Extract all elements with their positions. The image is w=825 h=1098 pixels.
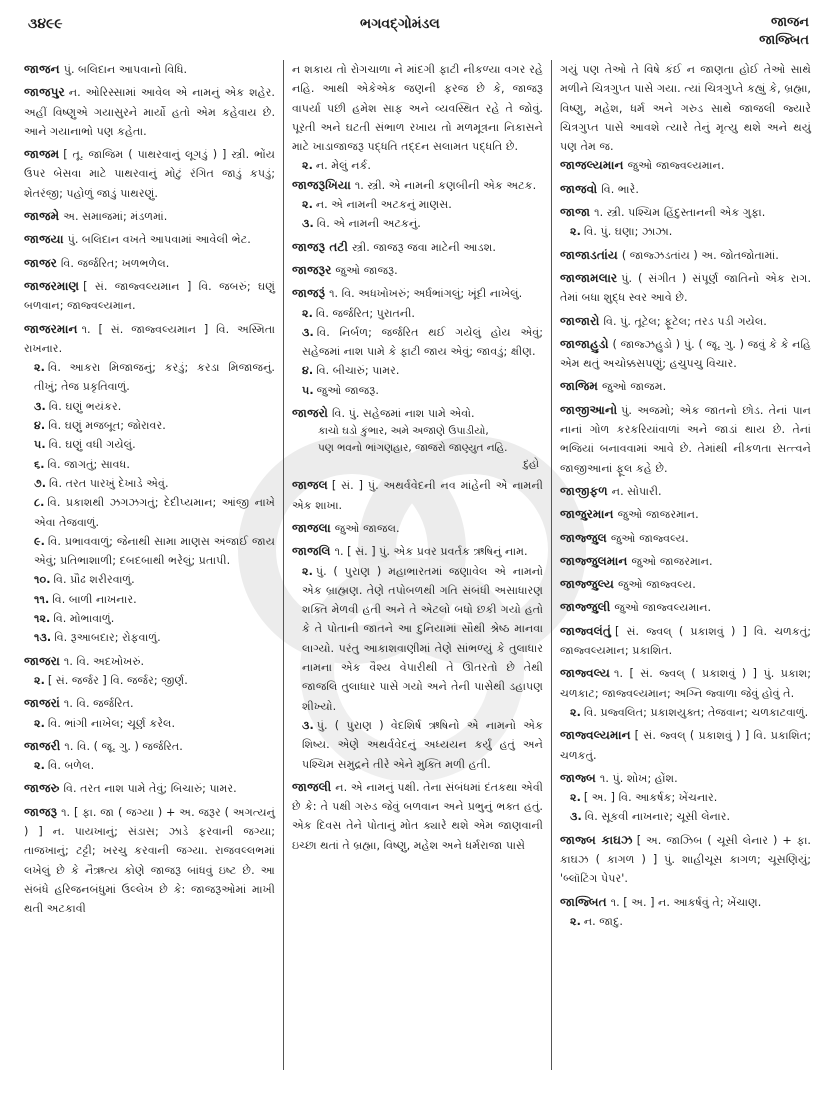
sense-number: ૭. <box>34 476 47 490</box>
sense-number: ૨. <box>34 361 45 375</box>
sense-text: વિ. પ્રૌઢ શરીરવાળું. <box>53 573 135 587</box>
sense-number: ૨. <box>570 225 581 239</box>
sense-text: વિ. ઘણું ભયંકર. <box>48 399 122 413</box>
dictionary-entry <box>560 893 811 932</box>
sense-text: વિ. બાળી નાખનાર. <box>52 592 137 606</box>
sense-text: વિ. પ્રભાવવાળું; જેનાથી સામા માણસ અંજાઈ જાય એવું; પ્રતિભાશાળી; દબદબાથી ભરેલું; પ્રતાપી. <box>34 534 275 568</box>
definition-text: ૧. [ ફા. જા ( જગ્યા ) + અ. જરૂર ( અગત્યનું ) ] ન. પાયખાનું; સંડાસ; ઝાડે ફરવાની જગ્યા; તાજખાનું; ટટ્ટી; ખરચુ કરવાની જગ્યા. રાજવલ્લભમાં લખેલું છે કે નૈઋત્ય કોણે જાજરૂ બાંધવું ઇષ્ટ છે. આ સંબંધે હરિજનબંધુમાં ઉલ્લેખ છે કે: જાજરૂઓમાં માખી થતી અટકાવી <box>24 805 275 916</box>
continued-text: ન શકાય તો રોગચાળા ને માંદગી ફાટી નીકળ્યા વગર રહે નહિ. આથી એકેએક જણની ફરજ છે કે, જાજરૂ વાપર્યા પછી હમેશ સાફ અને વ્યવસ્થિત રહે તે જોવું. પૂરતી અને ઘટતી સંભાળ રખાય તો મળમૂત્રના નિકાસને માટે ખાડાજાજરૂ પદ્ધતિ તદ્દન સલામત પદ્ધતિ છે. <box>292 63 543 154</box>
definition-text: પું. બલિદાન વખતે આપવામાં આવેલી ભેટ. <box>67 233 251 247</box>
definition-text: ન. એ નામનું પક્ષી. તેના સંબંધમાં દંતકથા એવી છે કે: તે પક્ષી ગરુડ જેવું બળવાન અને પ્રભુનું ભક્ત હતું. એક દિવસ તેને પોતાનું મોત ક્યારે થશે એમ જાણવાની ઇચ્છા થતાં તે બ્રહ્મા, વિષ્ણુ, મહેશ અને ધર્મરાજા પાસે <box>292 780 543 852</box>
sense-item <box>24 435 275 454</box>
sense-number: ૨. <box>570 914 581 928</box>
headword: જાજારો <box>560 313 600 328</box>
entry-definition <box>560 335 811 374</box>
entry-definition <box>560 312 811 331</box>
definition-text: [ સં. જ્વલ્ ( પ્રકાશવું ) ] વિ. ચળકતું; જાજ્વલ્યમાન; પ્રકાશિત. <box>560 624 811 658</box>
sense-text: વિ. સૂકવી નાખનાર; ચૂસી લેનાર. <box>584 810 731 824</box>
sense-item <box>24 416 275 435</box>
sense-text: ન. મેલું નર્ક. <box>315 159 371 173</box>
sense-item <box>292 562 543 716</box>
definition-text: ૧. [ અ. ] ન. આકર્ષવું તે; ખેંચાણ. <box>610 895 762 909</box>
entry-definition <box>560 726 811 765</box>
sense-text: વિ. તરત પારખું દેખાડે એવું. <box>49 476 169 490</box>
sense-item <box>24 455 275 474</box>
column-3 <box>551 60 819 1070</box>
page-header <box>0 10 825 50</box>
headword: જાજલિ <box>292 544 331 559</box>
dictionary-entry <box>24 737 275 776</box>
definition-text: [ સં. ] પું. અથર્વવેદની નવ માંહેની એ નામની એક શાખા. <box>292 479 543 512</box>
headword: જાજરૂ <box>24 804 58 819</box>
dictionary-entry <box>560 377 811 396</box>
headword: જાજરુ <box>24 781 60 796</box>
entry-definition <box>292 176 543 195</box>
entry-definition <box>292 476 543 515</box>
sense-item <box>24 358 275 397</box>
entry-definition <box>560 893 811 912</box>
definition-text: જુઓ જાજ્વલ્યમાન. <box>614 601 712 615</box>
dictionary-entry <box>292 404 543 472</box>
definition-text: અ. સમાજમાં; મંડળમાં. <box>63 210 168 224</box>
entry-definition <box>24 254 275 273</box>
sense-item <box>24 474 275 493</box>
quotation-source: દુહો <box>523 458 539 471</box>
headword: જાજરમાન <box>24 321 78 336</box>
definition-text: ૧. પું. શોખ; હોંશ. <box>599 771 678 785</box>
entry-definition <box>292 778 543 855</box>
sense-item <box>292 716 543 774</box>
definition-text: [ સં. જાજ્વલ્યમાન ] વિ. જબરું; ઘણું બળવાન; જાજ્વલ્યમાન. <box>24 279 275 313</box>
headword: જાજલા <box>292 520 331 535</box>
definition-text: વિ. જર્જરિત; ખળભળેલ. <box>60 256 170 270</box>
headword: જાજાહુડો <box>560 336 609 351</box>
headword: જાજ્વલંતું <box>560 623 611 638</box>
headword: જાજરા <box>24 653 60 668</box>
headword: જાજરૂખિયા <box>292 177 351 192</box>
quotation-line: કાચો ઘડો કુંભાર, અમે અજાણે ઉપાડીયો, <box>318 425 489 438</box>
sense-text: વિ. પું. ઘણા; ઝાઝા. <box>583 225 673 239</box>
entry-definition <box>24 737 275 756</box>
definition-text: જુઓ જાજરમાન. <box>631 554 713 568</box>
guide-word-last: જાજ્બિત <box>759 33 809 48</box>
sense-text: પું. ( પુરાણ ) મહાભારતમાં જણાવેલ એ નામનો એક બ્રાહ્મણ. તેણે તપોબળથી ગતિ સંબંધી અસાધારણ શક્તિ મેળવી હતી અને તે એટલો બધો છકી ગયો હતો કે તે પોતાની જાતને આ દુનિયામાં સૌથી શ્રેષ્ઠ માનવા લાગ્યો. પરંતુ આકાશવાણીમાં તેણે સાંભળ્યું કે તુલાધાર નામના એક વૈશ્ય વેપારીથી તે ઊતરતો છે તેથી જાજલિ તુલાધાર પાસે ગયો અને તેની પાસેથી ડહાપણ શીખ્યો. <box>302 564 543 713</box>
sense-number: ૬. <box>34 457 45 471</box>
headword: જાજિમ <box>560 379 598 394</box>
headword: જાજુરમાન <box>560 507 614 522</box>
dictionary-entry <box>292 542 543 774</box>
sense-item <box>292 381 543 400</box>
dictionary-entry <box>560 401 811 478</box>
headword: જાજ્બ કાઘઝ <box>560 832 633 847</box>
dictionary-entry <box>560 552 811 571</box>
dictionary-entry <box>560 246 811 265</box>
entry-definition <box>560 598 811 617</box>
dictionary-columns <box>24 60 819 1070</box>
sense-text: ન. જાદુ. <box>583 914 623 928</box>
sense-number: ૩. <box>302 325 314 339</box>
entry-definition <box>560 269 811 308</box>
sense-item <box>24 590 275 609</box>
sense-text: વિ. ભાંગી નાખેલ; ચૂર્ણ કરેલ. <box>47 716 176 730</box>
dictionary-entry <box>560 335 811 374</box>
dictionary-entry <box>560 622 811 661</box>
sense-number: ૮. <box>34 496 45 510</box>
headword: જાજમ <box>24 147 60 162</box>
sense-number: ૩. <box>302 217 314 231</box>
sense-item <box>24 714 275 733</box>
sense-text: વિ. પ્રજ્વલિત; પ્રકાશયુક્ત; તેજવાન; ચળકાટવાળું. <box>583 705 809 719</box>
sense-item <box>560 912 811 931</box>
definition-text: [ અ. જાઝિબ ( ચૂસી લેનાર ) + ફા. કાઘઝ ( કાગળ ) ] પું. શાહીચૂસ કાગળ; ચૂસણિયું; 'બ્લૉટિંગ પેપર'. <box>560 833 811 886</box>
entry-definition <box>560 505 811 524</box>
sense-item <box>24 756 275 775</box>
sense-item <box>292 304 543 323</box>
sense-number: ૨. <box>34 716 45 730</box>
entry-definition <box>24 207 275 226</box>
headword: જાજ્વલ્યમાન <box>560 728 631 743</box>
dictionary-entry <box>560 156 811 175</box>
sense-number: ૧૧. <box>34 592 50 606</box>
dictionary-entry <box>560 482 811 501</box>
dictionary-entry <box>292 238 543 257</box>
sense-number: ૨. <box>302 564 313 578</box>
sense-text: [ સં. જર્જર ] વિ. જર્જર; જીર્ણ. <box>47 673 188 687</box>
headword: જાજલી <box>292 779 332 794</box>
dictionary-entry <box>560 203 811 242</box>
definition-text: ( જાજ્ઝડતાંય ) અ. જોતજોતામાં. <box>621 248 779 262</box>
definition-text: વિ. પું. સહેજમાં નાશ પામે એવો. <box>331 407 475 421</box>
entry-definition <box>560 156 811 175</box>
column-1 <box>24 60 283 1070</box>
dictionary-entry <box>24 207 275 226</box>
sense-text: વિ. મોભાવાળું. <box>53 612 115 626</box>
headword: જાજ્જુલમાન <box>560 553 628 568</box>
dictionary-entry <box>292 284 543 400</box>
definition-text: ૧. વિ. અધખોખરું; અર્ધભાંગલું; ખૂંદી નાખેલું. <box>329 287 523 301</box>
dictionary-entry <box>560 529 811 548</box>
headword: જાજ્બિત <box>560 894 607 909</box>
definition-text: [ સં. જ્વલ્ ( પ્રકાશવું ) ] વિ. પ્રકાશિત; ચળકતું. <box>560 729 811 762</box>
dictionary-entry <box>24 83 275 141</box>
sense-text: વિ. જર્જરિત; પુરાતની. <box>315 306 415 320</box>
sense-item <box>24 532 275 571</box>
dictionary-entry <box>24 320 275 648</box>
sense-number: ૫. <box>34 438 46 452</box>
dictionary-entry <box>292 519 543 538</box>
sense-item <box>24 570 275 589</box>
headword: જાજપુર <box>24 85 65 100</box>
definition-text: જુઓ જાજ્વલ્ય. <box>610 531 689 545</box>
definition-text: વિ. ભારે. <box>601 182 639 196</box>
entry-definition <box>560 769 811 788</box>
headword: જાજ્બ <box>560 770 596 785</box>
headword: જાજલ્યમાન <box>560 158 624 173</box>
headword: જાજમે <box>24 209 60 224</box>
headword: જાજીઆનો <box>560 402 618 417</box>
column-2 <box>283 60 551 1070</box>
dictionary-entry <box>24 230 275 249</box>
entry-definition <box>560 552 811 571</box>
dictionary-entry <box>560 575 811 594</box>
sense-number: ૨. <box>302 159 313 173</box>
entry-definition <box>560 377 811 396</box>
definition-text: [ તૂ. જાજિમ ( પાથરવાનું લૂગડું ) ] સ્ત્રી. ભોંય ઉપર બેસવા માટે પાથરવાનું મોટું રંગિત જાડું કપડું; શેતરંજી; પહોળું જાડું પાથરણું. <box>24 148 275 200</box>
sense-number: ૨. <box>302 198 313 212</box>
definition-text: ૧. [ સં. જાજ્વલ્યમાન ] વિ. અસ્મિતા રાખનાર. <box>24 322 275 355</box>
definition-text: ( જાજ્ઝહુડો ) પું. ( જૂ. ગુ. ) જવું કે કે નહિ એમ થતું અચોક્કસપણું; હચુપચુ વિચાર. <box>560 337 811 371</box>
sense-item <box>24 397 275 416</box>
guide-word-first: જાજન <box>770 15 809 30</box>
entry-definition <box>24 230 275 249</box>
definition-text: ૧. સ્ત્રી. પશ્ચિમ હિંદુસ્તાનની એક ગુફા. <box>594 206 766 220</box>
definition-text: જુઓ જાજ્વલ્ય. <box>617 578 696 592</box>
sense-text: વિ. ઘણું વધી ગયેલું. <box>48 438 136 452</box>
headword: જાજરૂં <box>292 286 326 301</box>
dictionary-entry <box>24 652 275 691</box>
sense-number: ૩. <box>302 718 314 732</box>
dictionary-entry <box>560 831 811 889</box>
entry-definition <box>24 320 275 359</box>
headword: જાજ્જુલ <box>560 530 607 545</box>
sense-item <box>292 156 543 175</box>
sense-number: ૨. <box>570 791 581 805</box>
dictionary-entry <box>560 180 811 199</box>
dictionary-entry <box>24 694 275 733</box>
sense-number: ૨. <box>34 759 45 773</box>
dictionary-entry <box>560 269 811 308</box>
page-number: ૩૪૯૯ <box>28 16 63 32</box>
entry-definition <box>24 83 275 141</box>
entry-definition <box>292 284 543 303</box>
sense-item <box>292 323 543 362</box>
dictionary-entry <box>560 598 811 617</box>
sense-number: ૩. <box>34 399 46 413</box>
headword: જાજરાં <box>24 696 60 711</box>
definition-text: જુઓ જાજમ. <box>601 380 667 394</box>
definition-text: ૧. [ સં. ] પું. એક પ્રવર પ્રવર્તક ઋષિનું નામ. <box>334 545 528 559</box>
sense-item <box>24 493 275 532</box>
headword: જાજીફળ <box>560 483 608 498</box>
dictionary-entry <box>24 779 275 798</box>
definition-text: વિ. પું. તૂટેલ; ફૂટેલ; તરડ પડી ગયેલ. <box>603 314 767 328</box>
sense-text: પું. ( પુરાણ ) વેદશિર્ષ ઋષિનો એ નામનો એક શિષ્ય. એણે અથર્વવેદનું અધ્યયન કર્યું હતું અને પશ્ચિમ સમુદ્રને તીરે એને મુક્તિ મળી હતી. <box>302 718 543 771</box>
sense-number: ૪. <box>34 419 46 433</box>
definition-text: જુઓ જાજરમાન. <box>617 508 699 522</box>
headword: જાજાડતાંય <box>560 247 618 262</box>
definition-text: ન. ઓરિસ્સામાં આવેલ એ નામનું એક શહેર. અહીં વિષ્ણુએ ગયાસુરને માર્યો હતો એમ કહેવાય છે. આને ગયાનાભો પણ કહેતા. <box>24 86 275 138</box>
headword: જાજરી <box>24 738 61 753</box>
definition-text: ૧. સ્ત્રી. એ નામની કણબીની એક અટક. <box>354 178 537 192</box>
entry-definition <box>24 652 275 671</box>
sense-item <box>560 703 811 722</box>
dictionary-entry <box>24 145 275 203</box>
sense-item <box>560 222 811 241</box>
definition-text: પું. બલિદાન આપવાનો વિધિ. <box>63 63 188 76</box>
headword: જાજરમાણ <box>24 278 80 293</box>
headword: જાજલ <box>292 478 328 493</box>
guide-words <box>759 14 809 50</box>
entry-definition <box>560 831 811 889</box>
sense-number: ૨. <box>34 673 45 687</box>
headword: જાજરો <box>292 406 328 421</box>
entry-definition <box>560 664 811 703</box>
dictionary-entry <box>24 803 275 919</box>
sense-item <box>560 807 811 826</box>
definition-text: ૧. વિ. જર્જરિત. <box>63 697 134 711</box>
sense-item <box>292 214 543 233</box>
continued-text: ગયું પણ તેઓ તે વિષે કંઈ ન જાણતા હોઈ તેઓ સાથે મળીને ચિત્રગુપ્ત પાસે ગયા. ત્યાં ચિત્રગુપ્તે કહ્યું કે, બ્રહ્મા, વિષ્ણુ, મહેશ, ધર્મ અને ગરુડ સાથે જાજલી જ્યારે ચિત્રગુપ્ત પાસે આવશે ત્યારે તેનું મૃત્યુ થશે અને થયું પણ તેમ જ. <box>560 63 811 154</box>
entry-definition <box>292 404 543 423</box>
headword: જાજા <box>560 205 591 220</box>
entry-definition <box>24 803 275 919</box>
dictionary-entry <box>24 60 275 79</box>
sense-text: વિ. બીચારું; પામર. <box>316 364 400 378</box>
sense-text: વિ. એ નામની અટકનું. <box>316 217 421 231</box>
headword: જાજન <box>24 62 60 76</box>
definition-text: ૧. વિ. અદખોખરું. <box>63 654 145 668</box>
definition-text: જુઓ જાજ્વલ્યમાન. <box>627 159 725 173</box>
headword: જાજરૂ તટી <box>292 239 348 254</box>
sense-item <box>560 788 811 807</box>
quotation-line: પણ ભવનો ભાંગણહાર, જાજરો જાણ્યુત નહિ. <box>318 442 508 455</box>
dictionary-entry <box>292 261 543 280</box>
sense-item <box>24 609 275 628</box>
sense-number: ૧૨. <box>34 612 51 626</box>
dictionary-entry <box>560 769 811 827</box>
sense-item <box>24 671 275 690</box>
entry-definition <box>560 401 811 478</box>
sense-text: વિ. આકરા મિજાજનું; કરડું; કરડા મિજાજનું. તીખું; તેજ પ્રકૃતિવાળું. <box>34 361 275 394</box>
entry-definition <box>24 145 275 203</box>
sense-text: વિ. નિર્બળ; જર્જરિત થઈ ગયેલું હોય એવું; સહેજમાં નાશ પામે કે ફાટી જાય એવું; જાવડું; ક્ષીણ. <box>302 325 543 359</box>
dictionary-entry <box>292 176 543 234</box>
sense-item <box>292 361 543 380</box>
entry-definition <box>24 277 275 316</box>
headword: જાજરૂર <box>292 262 332 277</box>
entry-definition <box>560 180 811 199</box>
dictionary-entry <box>560 726 811 765</box>
sense-text: વિ. પ્રકાશથી ઝગઝગતું; દેદીપ્યમાન; આંજી નાખે એવા તેજવાળું. <box>34 496 275 529</box>
sense-number: ૯. <box>34 534 45 548</box>
sense-item <box>292 195 543 214</box>
sense-number: ૧૩. <box>34 631 52 645</box>
headword: જાજ્વલ્ય <box>560 666 610 681</box>
definition-text: પું. અજમો; એક જાતનો છોડ. તેનાં પાન નાનાં ગોળ કરકરિયાંવાળાં અને જાડાં થાય છે. તેનાં ભજિયાં બનાવવામાં આવે છે. તેમાંથી નીકળતા સત્ત્વને જાજીઆનાં ફૂલ કહે છે. <box>560 403 811 475</box>
headword: જાજયા <box>24 232 64 247</box>
dictionary-entry <box>560 505 811 524</box>
sense-number: ૨. <box>302 306 313 320</box>
headword: જાજર <box>24 255 57 270</box>
sense-number: ૪. <box>302 364 314 378</box>
definition-text: પું. ( સંગીત ) સંપૂર્ણ જાતિનો એક રાગ. તેમાં બધા શુદ્ધ સ્વર આવે છે. <box>560 271 811 305</box>
sense-item <box>24 628 275 647</box>
entry-definition <box>292 542 543 561</box>
headword: જાજ્જુલી <box>560 600 611 615</box>
definition-text: જુઓ જાજલ. <box>334 521 400 535</box>
entry-definition <box>560 529 811 548</box>
sense-number: ૩. <box>570 810 582 824</box>
definition-text: ૧. વિ. ( જૂ. ગુ. ) જર્જરિત. <box>64 739 183 753</box>
entry-definition <box>292 519 543 538</box>
entry-definition <box>292 261 543 280</box>
sense-text: [ અ. ] વિ. આકર્ષક; ખેંચનાર. <box>583 791 718 805</box>
entry-definition <box>560 203 811 222</box>
dictionary-entry <box>292 778 543 855</box>
dictionary-entry <box>292 476 543 515</box>
sense-number: ૨. <box>570 705 581 719</box>
dictionary-entry <box>560 664 811 722</box>
headword: જાજામલાર <box>560 270 618 285</box>
sense-number: ૧૦. <box>34 573 51 587</box>
sense-text: વિ. રૂઆબદાર; રોફવાળું. <box>54 631 161 645</box>
entry-definition <box>24 694 275 713</box>
sense-text: વિ. ઘણું મજબૂત; જોરાવર. <box>48 419 166 433</box>
entry-definition <box>560 246 811 265</box>
entry-definition <box>560 575 811 594</box>
entry-definition <box>292 238 543 257</box>
definition-text: સ્ત્રી. જાજરૂ જવા માટેની આડશ. <box>351 240 496 254</box>
definition-text: જુઓ જાજરૂ. <box>335 263 398 277</box>
entry-definition <box>560 622 811 661</box>
headword: જાજ્જુલ્ય <box>560 577 614 592</box>
sense-number: ૫. <box>302 383 314 397</box>
headword: જાજવો <box>560 181 598 196</box>
sense-text: ન. એ નામની અટકનું માણસ. <box>315 198 452 212</box>
sense-text: જુઓ જાજરૂ. <box>316 383 379 397</box>
book-title: ભગવદ્ગોમંડલ <box>360 16 440 32</box>
sense-text: વિ. બળેલ. <box>47 759 95 773</box>
entry-definition <box>24 779 275 798</box>
sense-text: વિ. જાગતું; સાવધ. <box>47 457 130 471</box>
dictionary-entry <box>24 277 275 316</box>
dictionary-entry <box>560 312 811 331</box>
entry-definition <box>560 482 811 501</box>
definition-text: ૧. [ સં. જ્વલ્ ( પ્રકાશવું ) ] પું. પ્રકાશ; ચળકાટ; જાજ્વલ્યમાન; અગ્નિ જ્વાળા જેવું હોવું તે. <box>560 667 811 700</box>
entry-definition <box>24 60 275 79</box>
dictionary-entry <box>24 254 275 273</box>
definition-text: ન. સોપારી. <box>611 484 662 498</box>
definition-text: વિ. તરત નાશ પામે તેવું; બિચારું; પામર. <box>63 782 237 796</box>
